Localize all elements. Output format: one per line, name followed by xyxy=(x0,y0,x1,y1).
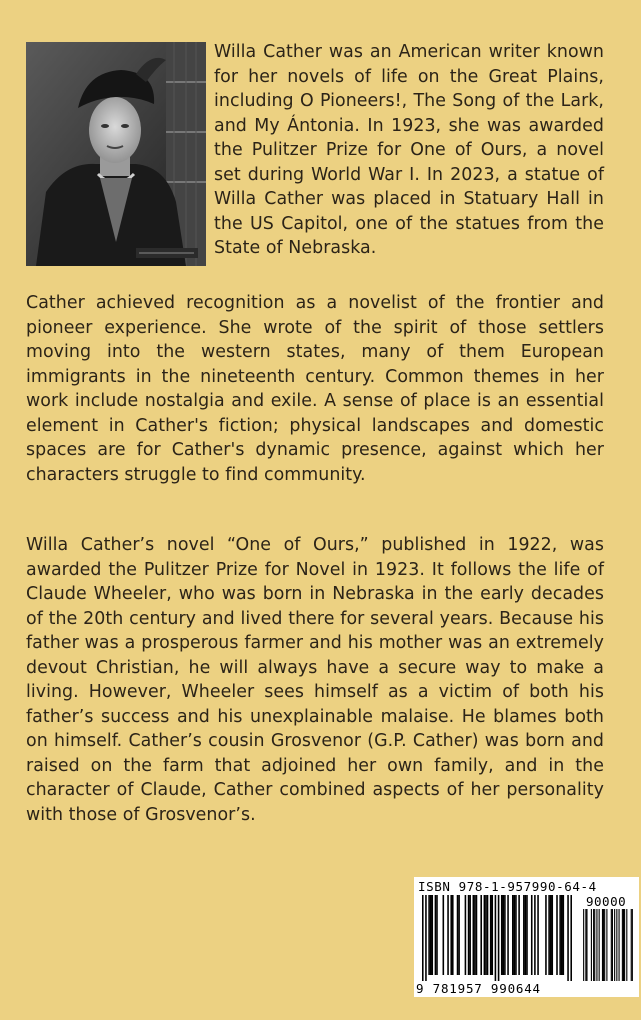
barcode-bar xyxy=(559,895,561,975)
barcode-addon-bar xyxy=(586,909,587,981)
body-paragraph-3: Willa Cather’s novel “One of Ours,” published in 1922, was awarded the Pulitzer Prize for Novel in 1923. It follows the life of Claude Wheeler, who was born in Nebraska in the early decades of the 20th century and lived there for several years. Because his father was a prosperous farmer and his mother was an extremely devout Christian, he will always have a secure way to make a living. However, Wheeler sees himself as a victim of both his father’s success and his unexplainable malaise. He blames both on himself. Cather’s cousin Grosvenor (G.P. Cather) was born and raised on the farm that adjoined her own family, and in the character of Claude, Cather combined aspects of her personality with those of Grosvenor’s. xyxy=(26,535,604,825)
barcode-bar xyxy=(484,895,486,975)
barcode-bar xyxy=(452,895,454,975)
barcode-addon-bar xyxy=(626,909,627,981)
barcode-bar xyxy=(469,895,471,975)
barcode-bar xyxy=(490,895,492,975)
barcode-addon-bar xyxy=(606,909,607,981)
barcode-bar xyxy=(518,895,520,975)
barcode-addon-bar xyxy=(632,909,633,981)
barcode-bar xyxy=(431,895,433,975)
barcode-bar xyxy=(491,895,493,975)
barcode-addon-bar xyxy=(616,909,617,981)
barcode-addon-bar xyxy=(624,909,625,981)
barcode-addon-bar xyxy=(594,909,595,981)
barcode-addon-bar xyxy=(603,909,604,981)
barcode-addon-bar xyxy=(614,909,615,981)
barcode-bar xyxy=(523,895,525,975)
barcode-bar xyxy=(570,895,572,981)
barcode-bar xyxy=(435,895,437,975)
barcode-addon-bar xyxy=(602,909,603,981)
intro-paragraph: Willa Cather was an American writer known for her novels of life on the Great Plains, including O Pioneers!, The Song of the Lark, and My Ántonia. In 1923, she was awarded the Pulitzer Prize for One of Ours, a novel set during World War I. In 2023, a statue of Willa Cather was placed in Statuary Hall in the US Capitol, one of the statues from the State of Nebraska. xyxy=(214,42,604,258)
barcode-bar xyxy=(515,895,517,975)
barcode-bar xyxy=(561,895,563,975)
barcode-bar xyxy=(551,895,553,975)
barcode-addon-bar xyxy=(631,909,632,981)
barcode-bar xyxy=(447,895,449,975)
barcode-bar xyxy=(428,895,430,975)
barcode-bar xyxy=(537,895,539,975)
barcode-bar xyxy=(436,895,438,975)
barcode-bar xyxy=(495,895,497,981)
barcode-bar xyxy=(514,895,516,975)
barcode-bar xyxy=(476,895,478,975)
barcode-bar xyxy=(443,895,445,975)
barcode-bar xyxy=(457,895,459,975)
barcode-bar xyxy=(567,895,569,981)
barcode-main-bars xyxy=(422,895,572,981)
barcode-bar xyxy=(531,895,533,975)
barcode-bar xyxy=(485,895,487,975)
barcode-bar xyxy=(430,895,432,975)
barcode-addon-bar xyxy=(585,909,586,981)
barcode-addon-bar xyxy=(619,909,620,981)
barcode-bar xyxy=(468,895,470,975)
barcode-bar xyxy=(465,895,467,975)
barcode-addon-bar xyxy=(593,909,594,981)
barcode-addon-bar xyxy=(612,909,613,981)
barcode-bar xyxy=(422,895,424,981)
barcode-bar xyxy=(503,895,505,975)
barcode-bar xyxy=(526,895,528,975)
barcode-bar xyxy=(550,895,552,975)
barcode-bar xyxy=(474,895,476,975)
barcode-bar xyxy=(504,895,506,975)
barcode-bar xyxy=(525,895,527,975)
barcode-bar xyxy=(507,895,509,975)
isbn-barcode xyxy=(414,877,639,997)
author-portrait xyxy=(26,42,206,266)
barcode-bar xyxy=(501,895,503,975)
body-paragraph-2: Cather achieved recognition as a novelist of the frontier and pioneer experience. She wrote of the spirit of those settlers moving into the western states, many of them European immigrants in the nineteenth century. Common themes in her work include nostalgia and exile. A sense of place is an essential element in Cather's fiction; physical landscapes and domestic spaces are for Cather's dynamic presence, against which her characters struggle to find community. xyxy=(26,293,604,485)
barcode-bar xyxy=(473,895,475,975)
barcode-bar xyxy=(545,895,547,975)
isbn-label: ISBN 978-1-957990-64-4 xyxy=(418,879,597,894)
barcode-addon-bar xyxy=(604,909,605,981)
barcode-bar xyxy=(563,895,565,975)
barcode-bar xyxy=(548,895,550,975)
barcode-addon-bars xyxy=(582,909,634,981)
barcode-bar xyxy=(512,895,514,975)
barcode-addon-bar xyxy=(583,909,584,981)
barcode-addon-bar xyxy=(591,909,592,981)
barcode-digits: 9 781957 990644 xyxy=(416,981,541,996)
barcode-bar xyxy=(498,895,500,981)
barcode-addon-bar xyxy=(623,909,624,981)
barcode-bar xyxy=(480,895,482,975)
barcode-addon-bar xyxy=(611,909,612,981)
barcode-addon-bar xyxy=(599,909,600,981)
barcode-bar xyxy=(556,895,558,975)
barcode-addon-label: 90000 xyxy=(586,894,627,909)
barcode-bar xyxy=(458,895,460,975)
barcode-bar xyxy=(487,895,489,975)
barcode-bar xyxy=(450,895,452,975)
barcode-addon-bar xyxy=(622,909,623,981)
author-portrait-photo-icon xyxy=(26,42,206,266)
barcode-addon-bar xyxy=(596,909,597,981)
barcode-bar xyxy=(534,895,536,975)
barcode-bar xyxy=(425,895,427,981)
